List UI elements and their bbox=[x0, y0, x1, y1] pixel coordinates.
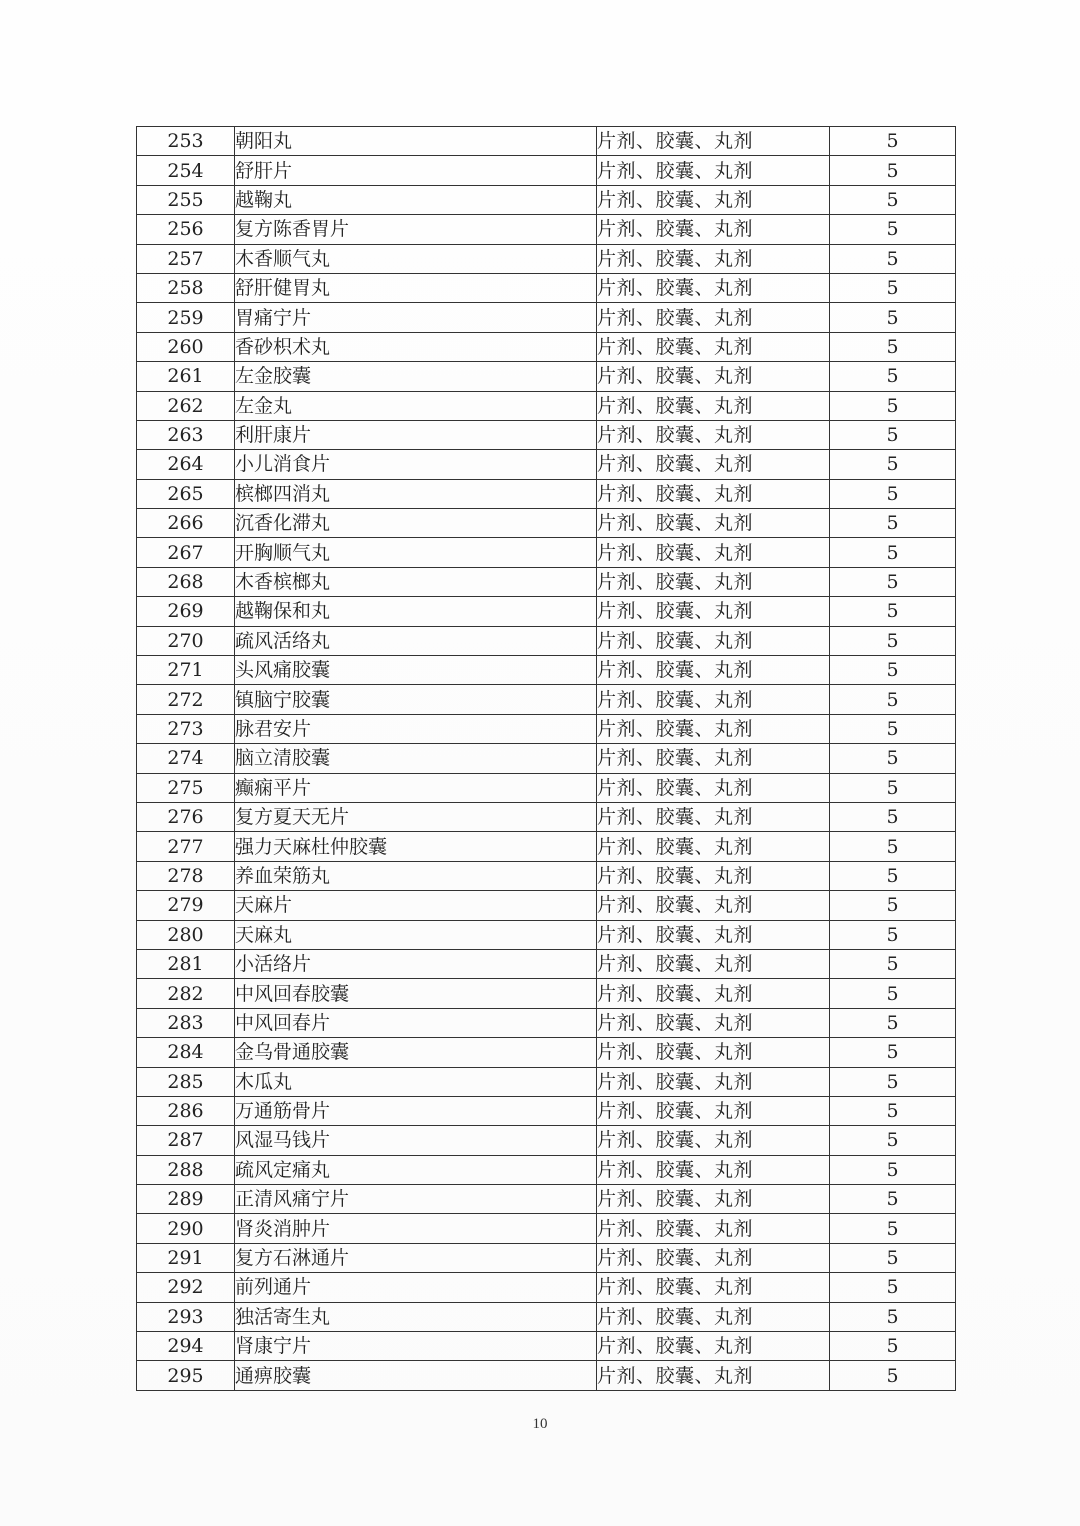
quantity-cell: 5 bbox=[830, 597, 956, 626]
table-row bbox=[137, 861, 956, 890]
table-row bbox=[137, 362, 956, 391]
drug-name-cell: 左金丸 bbox=[235, 391, 597, 420]
quantity-cell: 5 bbox=[830, 185, 956, 214]
table-row bbox=[137, 185, 956, 214]
table-row bbox=[137, 714, 956, 743]
drug-name-cell: 正清风痛宁片 bbox=[235, 1185, 597, 1214]
table-row bbox=[137, 538, 956, 567]
quantity-cell: 5 bbox=[830, 509, 956, 538]
row-number-cell: 288 bbox=[137, 1155, 235, 1184]
table-row bbox=[137, 1273, 956, 1302]
dosage-form-cell: 片剂、胶囊、丸剂 bbox=[597, 1332, 830, 1361]
dosage-form-cell: 片剂、胶囊、丸剂 bbox=[597, 891, 830, 920]
dosage-form-cell: 片剂、胶囊、丸剂 bbox=[597, 567, 830, 596]
dosage-form-cell: 片剂、胶囊、丸剂 bbox=[597, 1126, 830, 1155]
drug-name-cell: 脑立清胶囊 bbox=[235, 744, 597, 773]
quantity-cell: 5 bbox=[830, 979, 956, 1008]
drug-name-cell: 朝阳丸 bbox=[235, 127, 597, 156]
row-number-cell: 264 bbox=[137, 450, 235, 479]
dosage-form-cell: 片剂、胶囊、丸剂 bbox=[597, 509, 830, 538]
row-number-cell: 281 bbox=[137, 949, 235, 978]
table-row bbox=[137, 744, 956, 773]
row-number-cell: 283 bbox=[137, 1008, 235, 1037]
quantity-cell: 5 bbox=[830, 685, 956, 714]
row-number-cell: 278 bbox=[137, 861, 235, 890]
table-body bbox=[137, 127, 956, 1391]
quantity-cell: 5 bbox=[830, 1302, 956, 1331]
dosage-form-cell: 片剂、胶囊、丸剂 bbox=[597, 1214, 830, 1243]
row-number-cell: 275 bbox=[137, 773, 235, 802]
dosage-form-cell: 片剂、胶囊、丸剂 bbox=[597, 156, 830, 185]
table-row bbox=[137, 1155, 956, 1184]
row-number-cell: 267 bbox=[137, 538, 235, 567]
row-number-cell: 265 bbox=[137, 479, 235, 508]
dosage-form-cell: 片剂、胶囊、丸剂 bbox=[597, 685, 830, 714]
drug-name-cell: 木香顺气丸 bbox=[235, 244, 597, 273]
table-row bbox=[137, 1361, 956, 1390]
quantity-cell: 5 bbox=[830, 303, 956, 332]
dosage-form-cell: 片剂、胶囊、丸剂 bbox=[597, 656, 830, 685]
dosage-form-cell: 片剂、胶囊、丸剂 bbox=[597, 1273, 830, 1302]
table-row bbox=[137, 920, 956, 949]
row-number-cell: 286 bbox=[137, 1096, 235, 1125]
table-row bbox=[137, 1008, 956, 1037]
drug-name-cell: 舒肝健胃丸 bbox=[235, 273, 597, 302]
drug-name-cell: 左金胶囊 bbox=[235, 362, 597, 391]
dosage-form-cell: 片剂、胶囊、丸剂 bbox=[597, 832, 830, 861]
quantity-cell: 5 bbox=[830, 1126, 956, 1155]
drug-name-cell: 疏风定痛丸 bbox=[235, 1155, 597, 1184]
row-number-cell: 260 bbox=[137, 332, 235, 361]
dosage-form-cell: 片剂、胶囊、丸剂 bbox=[597, 450, 830, 479]
quantity-cell: 5 bbox=[830, 1096, 956, 1125]
drug-name-cell: 肾康宁片 bbox=[235, 1332, 597, 1361]
row-number-cell: 269 bbox=[137, 597, 235, 626]
quantity-cell: 5 bbox=[830, 450, 956, 479]
table-row bbox=[137, 949, 956, 978]
quantity-cell: 5 bbox=[830, 391, 956, 420]
table-row bbox=[137, 1038, 956, 1067]
quantity-cell: 5 bbox=[830, 362, 956, 391]
row-number-cell: 258 bbox=[137, 273, 235, 302]
table-row bbox=[137, 391, 956, 420]
dosage-form-cell: 片剂、胶囊、丸剂 bbox=[597, 1008, 830, 1037]
row-number-cell: 271 bbox=[137, 656, 235, 685]
quantity-cell: 5 bbox=[830, 714, 956, 743]
drug-name-cell: 小儿消食片 bbox=[235, 450, 597, 479]
drug-name-cell: 复方石淋通片 bbox=[235, 1243, 597, 1272]
dosage-form-cell: 片剂、胶囊、丸剂 bbox=[597, 802, 830, 831]
dosage-form-cell: 片剂、胶囊、丸剂 bbox=[597, 1185, 830, 1214]
dosage-form-cell: 片剂、胶囊、丸剂 bbox=[597, 127, 830, 156]
quantity-cell: 5 bbox=[830, 861, 956, 890]
quantity-cell: 5 bbox=[830, 1008, 956, 1037]
row-number-cell: 253 bbox=[137, 127, 235, 156]
table-row bbox=[137, 979, 956, 1008]
table-row bbox=[137, 1243, 956, 1272]
row-number-cell: 282 bbox=[137, 979, 235, 1008]
row-number-cell: 256 bbox=[137, 215, 235, 244]
dosage-form-cell: 片剂、胶囊、丸剂 bbox=[597, 273, 830, 302]
table-row bbox=[137, 685, 956, 714]
row-number-cell: 273 bbox=[137, 714, 235, 743]
table-row bbox=[137, 420, 956, 449]
row-number-cell: 292 bbox=[137, 1273, 235, 1302]
row-number-cell: 263 bbox=[137, 420, 235, 449]
drug-name-cell: 脉君安片 bbox=[235, 714, 597, 743]
table-row bbox=[137, 567, 956, 596]
row-number-cell: 287 bbox=[137, 1126, 235, 1155]
quantity-cell: 5 bbox=[830, 1243, 956, 1272]
dosage-form-cell: 片剂、胶囊、丸剂 bbox=[597, 391, 830, 420]
quantity-cell: 5 bbox=[830, 1361, 956, 1390]
row-number-cell: 289 bbox=[137, 1185, 235, 1214]
dosage-form-cell: 片剂、胶囊、丸剂 bbox=[597, 979, 830, 1008]
drug-name-cell: 越鞠保和丸 bbox=[235, 597, 597, 626]
row-number-cell: 259 bbox=[137, 303, 235, 332]
quantity-cell: 5 bbox=[830, 127, 956, 156]
row-number-cell: 294 bbox=[137, 1332, 235, 1361]
table-row bbox=[137, 802, 956, 831]
row-number-cell: 295 bbox=[137, 1361, 235, 1390]
row-number-cell: 262 bbox=[137, 391, 235, 420]
table-row bbox=[137, 891, 956, 920]
row-number-cell: 254 bbox=[137, 156, 235, 185]
drug-name-cell: 金乌骨通胶囊 bbox=[235, 1038, 597, 1067]
dosage-form-cell: 片剂、胶囊、丸剂 bbox=[597, 1038, 830, 1067]
dosage-form-cell: 片剂、胶囊、丸剂 bbox=[597, 215, 830, 244]
dosage-form-cell: 片剂、胶囊、丸剂 bbox=[597, 1155, 830, 1184]
quantity-cell: 5 bbox=[830, 1332, 956, 1361]
quantity-cell: 5 bbox=[830, 538, 956, 567]
table-row bbox=[137, 1126, 956, 1155]
table-row bbox=[137, 303, 956, 332]
drug-name-cell: 天麻丸 bbox=[235, 920, 597, 949]
table-row bbox=[137, 1096, 956, 1125]
drug-name-cell: 复方陈香胃片 bbox=[235, 215, 597, 244]
row-number-cell: 280 bbox=[137, 920, 235, 949]
row-number-cell: 285 bbox=[137, 1067, 235, 1096]
dosage-form-cell: 片剂、胶囊、丸剂 bbox=[597, 626, 830, 655]
table-row bbox=[137, 656, 956, 685]
dosage-form-cell: 片剂、胶囊、丸剂 bbox=[597, 920, 830, 949]
drug-name-cell: 通痹胶囊 bbox=[235, 1361, 597, 1390]
drug-name-cell: 风湿马钱片 bbox=[235, 1126, 597, 1155]
quantity-cell: 5 bbox=[830, 1185, 956, 1214]
table-row bbox=[137, 832, 956, 861]
row-number-cell: 284 bbox=[137, 1038, 235, 1067]
quantity-cell: 5 bbox=[830, 244, 956, 273]
drug-name-cell: 木瓜丸 bbox=[235, 1067, 597, 1096]
row-number-cell: 268 bbox=[137, 567, 235, 596]
table-row bbox=[137, 1067, 956, 1096]
row-number-cell: 257 bbox=[137, 244, 235, 273]
quantity-cell: 5 bbox=[830, 332, 956, 361]
row-number-cell: 293 bbox=[137, 1302, 235, 1331]
quantity-cell: 5 bbox=[830, 773, 956, 802]
drug-name-cell: 天麻片 bbox=[235, 891, 597, 920]
page-number: 10 bbox=[532, 1416, 548, 1432]
drug-name-cell: 前列通片 bbox=[235, 1273, 597, 1302]
row-number-cell: 276 bbox=[137, 802, 235, 831]
dosage-form-cell: 片剂、胶囊、丸剂 bbox=[597, 1361, 830, 1390]
table-row bbox=[137, 479, 956, 508]
table-row bbox=[137, 273, 956, 302]
quantity-cell: 5 bbox=[830, 802, 956, 831]
drug-name-cell: 肾炎消肿片 bbox=[235, 1214, 597, 1243]
row-number-cell: 261 bbox=[137, 362, 235, 391]
dosage-form-cell: 片剂、胶囊、丸剂 bbox=[597, 1067, 830, 1096]
drug-name-cell: 开胸顺气丸 bbox=[235, 538, 597, 567]
quantity-cell: 5 bbox=[830, 626, 956, 655]
dosage-form-cell: 片剂、胶囊、丸剂 bbox=[597, 538, 830, 567]
dosage-form-cell: 片剂、胶囊、丸剂 bbox=[597, 479, 830, 508]
table-row bbox=[137, 215, 956, 244]
quantity-cell: 5 bbox=[830, 1038, 956, 1067]
row-number-cell: 277 bbox=[137, 832, 235, 861]
table-row bbox=[137, 773, 956, 802]
dosage-form-cell: 片剂、胶囊、丸剂 bbox=[597, 1096, 830, 1125]
table-row bbox=[137, 244, 956, 273]
table-row bbox=[137, 597, 956, 626]
quantity-cell: 5 bbox=[830, 744, 956, 773]
quantity-cell: 5 bbox=[830, 832, 956, 861]
quantity-cell: 5 bbox=[830, 891, 956, 920]
quantity-cell: 5 bbox=[830, 920, 956, 949]
dosage-form-cell: 片剂、胶囊、丸剂 bbox=[597, 362, 830, 391]
quantity-cell: 5 bbox=[830, 1155, 956, 1184]
drug-name-cell: 镇脑宁胶囊 bbox=[235, 685, 597, 714]
row-number-cell: 255 bbox=[137, 185, 235, 214]
drug-name-cell: 万通筋骨片 bbox=[235, 1096, 597, 1125]
table-row bbox=[137, 1214, 956, 1243]
quantity-cell: 5 bbox=[830, 156, 956, 185]
drug-name-cell: 养血荣筋丸 bbox=[235, 861, 597, 890]
dosage-form-cell: 片剂、胶囊、丸剂 bbox=[597, 714, 830, 743]
drug-list-table bbox=[136, 126, 956, 1391]
drug-name-cell: 沉香化滞丸 bbox=[235, 509, 597, 538]
dosage-form-cell: 片剂、胶囊、丸剂 bbox=[597, 597, 830, 626]
table-row bbox=[137, 509, 956, 538]
quantity-cell: 5 bbox=[830, 479, 956, 508]
drug-name-cell: 槟榔四消丸 bbox=[235, 479, 597, 508]
row-number-cell: 290 bbox=[137, 1214, 235, 1243]
quantity-cell: 5 bbox=[830, 1273, 956, 1302]
drug-name-cell: 独活寄生丸 bbox=[235, 1302, 597, 1331]
drug-name-cell: 疏风活络丸 bbox=[235, 626, 597, 655]
row-number-cell: 291 bbox=[137, 1243, 235, 1272]
drug-name-cell: 小活络片 bbox=[235, 949, 597, 978]
drug-name-cell: 中风回春片 bbox=[235, 1008, 597, 1037]
row-number-cell: 279 bbox=[137, 891, 235, 920]
table-row bbox=[137, 332, 956, 361]
quantity-cell: 5 bbox=[830, 567, 956, 596]
quantity-cell: 5 bbox=[830, 1214, 956, 1243]
drug-name-cell: 胃痛宁片 bbox=[235, 303, 597, 332]
drug-name-cell: 利肝康片 bbox=[235, 420, 597, 449]
drug-name-cell: 木香槟榔丸 bbox=[235, 567, 597, 596]
row-number-cell: 266 bbox=[137, 509, 235, 538]
drug-name-cell: 越鞠丸 bbox=[235, 185, 597, 214]
table-row bbox=[137, 626, 956, 655]
table-row bbox=[137, 1332, 956, 1361]
dosage-form-cell: 片剂、胶囊、丸剂 bbox=[597, 303, 830, 332]
dosage-form-cell: 片剂、胶囊、丸剂 bbox=[597, 1302, 830, 1331]
table-row bbox=[137, 156, 956, 185]
drug-name-cell: 舒肝片 bbox=[235, 156, 597, 185]
table-row bbox=[137, 1302, 956, 1331]
dosage-form-cell: 片剂、胶囊、丸剂 bbox=[597, 332, 830, 361]
table-row bbox=[137, 127, 956, 156]
dosage-form-cell: 片剂、胶囊、丸剂 bbox=[597, 861, 830, 890]
table-row bbox=[137, 1185, 956, 1214]
dosage-form-cell: 片剂、胶囊、丸剂 bbox=[597, 949, 830, 978]
row-number-cell: 274 bbox=[137, 744, 235, 773]
dosage-form-cell: 片剂、胶囊、丸剂 bbox=[597, 420, 830, 449]
row-number-cell: 272 bbox=[137, 685, 235, 714]
drug-name-cell: 中风回春胶囊 bbox=[235, 979, 597, 1008]
table-row bbox=[137, 450, 956, 479]
drug-name-cell: 强力天麻杜仲胶囊 bbox=[235, 832, 597, 861]
quantity-cell: 5 bbox=[830, 420, 956, 449]
dosage-form-cell: 片剂、胶囊、丸剂 bbox=[597, 773, 830, 802]
dosage-form-cell: 片剂、胶囊、丸剂 bbox=[597, 244, 830, 273]
drug-name-cell: 香砂枳术丸 bbox=[235, 332, 597, 361]
dosage-form-cell: 片剂、胶囊、丸剂 bbox=[597, 1243, 830, 1272]
quantity-cell: 5 bbox=[830, 656, 956, 685]
dosage-form-cell: 片剂、胶囊、丸剂 bbox=[597, 744, 830, 773]
drug-name-cell: 头风痛胶囊 bbox=[235, 656, 597, 685]
dosage-form-cell: 片剂、胶囊、丸剂 bbox=[597, 185, 830, 214]
quantity-cell: 5 bbox=[830, 1067, 956, 1096]
drug-name-cell: 复方夏天无片 bbox=[235, 802, 597, 831]
quantity-cell: 5 bbox=[830, 215, 956, 244]
quantity-cell: 5 bbox=[830, 949, 956, 978]
drug-name-cell: 癫痫平片 bbox=[235, 773, 597, 802]
row-number-cell: 270 bbox=[137, 626, 235, 655]
quantity-cell: 5 bbox=[830, 273, 956, 302]
